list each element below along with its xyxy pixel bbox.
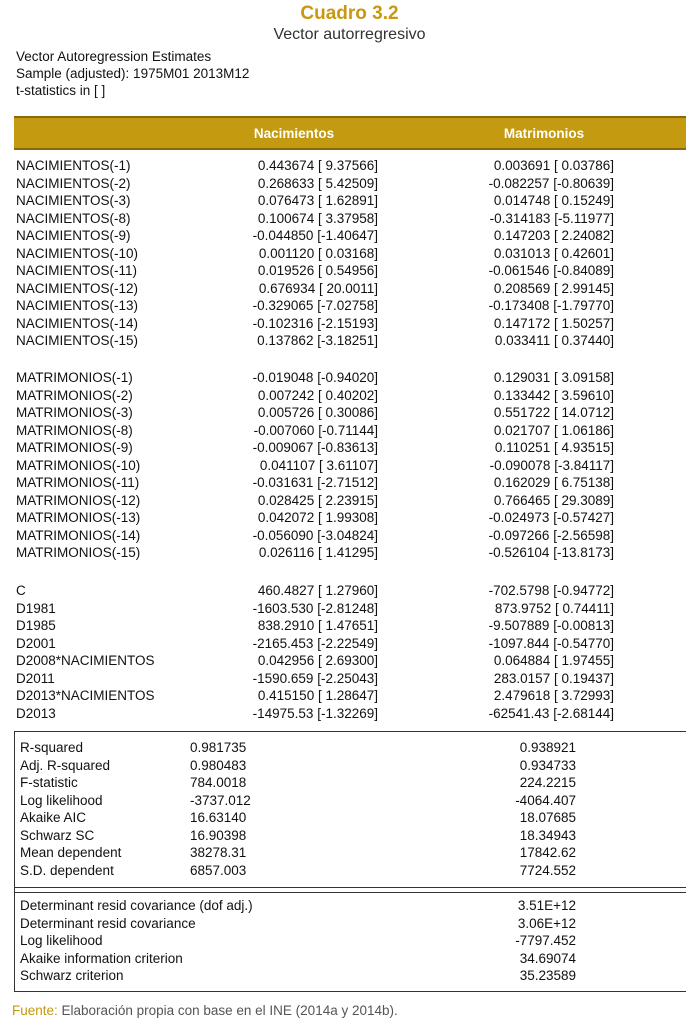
row-label: D2001 [16,635,56,651]
matrimonios-value: 0.064884 [ 1.97455] [493,653,614,668]
row-label: NACIMIENTOS(-11) [16,263,138,278]
stat-row [20,844,686,862]
row-label: NACIMIENTOS(-3) [16,193,131,208]
nacimientos-value: 0.005726 [ 0.30086] [257,405,378,420]
meta-line-1: Vector Autoregression Estimates [16,49,212,64]
matrimonios-value: 0.003691 [ 0.03786] [493,158,614,173]
system-stat-value: 3.06E+12 [517,915,576,931]
system-stat-label: Determinant resid covariance (dof adj.) [20,898,253,913]
nacimientos-value: 0.019526 [ 0.54956] [257,263,378,278]
nacimientos-value: -0.007060 [-0.71144] [253,422,378,438]
stat-label: R-squared [20,740,84,755]
stat-row [20,809,686,827]
table-row [16,509,686,527]
row-label: MATRIMONIOS(-13) [16,510,141,525]
system-stat-row [20,915,686,933]
matrimonios-stat-value: 7724.552 [519,862,576,878]
row-label: MATRIMONIOS(-2) [16,387,133,403]
table-row [16,262,686,280]
table-row [16,175,686,193]
table-row [16,387,686,405]
divider-top-system [14,887,686,888]
divider-top-stats [14,731,686,732]
stat-row [20,792,686,810]
matrimonios-value: 0.766465 [ 29.3089] [493,492,614,508]
row-label: MATRIMONIOS(-10) [16,457,141,473]
nacimientos-stat-value: 0.980483 [190,757,247,773]
table-row [16,439,686,457]
divider-mid-system [14,892,686,893]
table-row [16,635,686,653]
stat-row [20,739,686,757]
system-stat-row [20,950,686,968]
matrimonios-stat-value: 18.34943 [519,827,576,843]
matrimonios-value: 873.9752 [ 0.74411] [494,600,614,616]
nacimientos-value: 0.415150 [ 1.28647] [257,688,378,703]
system-stat-row [20,897,686,915]
nacimientos-value: -14975.53 [-1.32269] [252,705,378,721]
system-stat-label: Log likelihood [20,933,103,948]
table-subtitle: Vector autorregresivo [273,26,426,43]
matrimonios-stat-value: -4064.407 [515,792,576,808]
matrimonios-value: 0.021707 [ 1.06186] [493,422,614,438]
row-label: D2013*NACIMIENTOS [16,688,155,703]
nacimientos-value: -0.329065 [-7.02758] [252,298,378,313]
nacimientos-value: -1603.530 [-2.81248] [252,600,378,616]
nacimientos-value: -0.056090 [-3.04824] [252,527,378,543]
stat-label: Log likelihood [20,792,103,808]
matrimonios-value: 0.551722 [ 14.0712] [493,405,614,420]
row-label: NACIMIENTOS(-10) [16,245,139,261]
matrimonios-value: 2.479618 [ 3.72993] [493,688,614,703]
matrimonios-value: 0.147172 [ 1.50257] [493,315,614,331]
nacimientos-value: 0.041107 [ 3.61107] [259,457,378,473]
system-stat-label: Determinant resid covariance [20,915,196,931]
nacimientos-value: -2165.453 [-2.22549] [252,635,378,651]
matrimonios-stat-value: 18.07685 [519,810,576,825]
table-row [16,457,686,475]
table-row [16,332,686,350]
stat-label: S.D. dependent [20,862,114,878]
nacimientos-value: 0.028425 [ 2.23915] [257,492,378,508]
nacimientos-value: 0.268633 [ 5.42509] [257,175,378,191]
nacimientos-stat-value: 784.0018 [190,775,247,790]
nacimientos-value: 0.042956 [ 2.69300] [257,653,378,668]
table-row [16,687,686,705]
row-label: MATRIMONIOS(-9) [16,440,133,455]
source-text: Elaboración propia con base en el INE (2014a y 2014b). [57,1003,398,1018]
system-stat-label: Schwarz criterion [20,968,124,983]
stat-label: Mean dependent [20,845,122,860]
row-label: NACIMIENTOS(-8) [16,210,131,226]
matrimonios-value: -0.082257 [-0.80639] [488,175,614,191]
column-header-nacimientos: Nacimientos [253,126,335,141]
matrimonios-value: 0.208569 [ 2.99145] [493,280,614,296]
matrimonios-value: 0.110251 [ 4.93515] [494,440,614,455]
matrimonios-value: -0.526104 [-13.8173] [488,545,614,560]
matrimonios-value: 0.033411 [ 0.37440] [494,333,614,348]
row-label: D1981 [16,600,56,616]
system-stat-row [20,932,686,950]
matrimonios-value: 283.0157 [ 0.19437] [493,670,614,686]
row-label: MATRIMONIOS(-12) [16,492,141,508]
matrimonios-value: 0.129031 [ 3.09158] [493,370,614,385]
row-label: MATRIMONIOS(-3) [16,405,133,420]
row-label: MATRIMONIOS(-15) [16,545,141,560]
nacimientos-value: -0.031631 [-2.71512] [252,475,378,490]
row-label: NACIMIENTOS(-12) [16,280,139,296]
row-label: NACIMIENTOS(-9) [16,228,131,243]
stat-row [20,757,686,775]
meta-line-3: t-statistics in [ ] [16,83,106,98]
nacimientos-value: 0.676934 [ 20.0011] [258,280,378,296]
stat-label: Akaike AIC [20,810,87,825]
matrimonios-value: 0.014748 [ 0.15249] [493,193,614,208]
divider-bottom [14,991,686,992]
matrimonios-value: -0.024973 [-0.57427] [488,510,614,525]
row-label: NACIMIENTOS(-1) [16,158,131,173]
row-label: D1985 [16,618,56,633]
table-row [16,705,686,723]
system-stat-value: 34.69074 [519,950,576,966]
matrimonios-value: -1097.844 [-0.54770] [488,635,614,651]
nacimientos-stat-value: 16.63140 [190,810,247,825]
matrimonios-value: -0.314183 [-5.11977] [489,210,614,226]
matrimonios-stat-value: 0.938921 [519,740,576,755]
nacimientos-value: 0.100674 [ 3.37958] [257,210,378,226]
matrimonios-stat-value: 224.2215 [519,775,576,790]
table-row [16,600,686,618]
matrimonios-value: 0.133442 [ 3.59610] [493,387,614,403]
stat-label: Adj. R-squared [20,757,111,773]
source-note [12,1003,398,1018]
table-row [16,227,686,245]
table-row [16,474,686,492]
matrimonios-value: -0.061546 [-0.84089] [488,263,614,278]
nacimientos-value: 460.4827 [ 1.27960] [257,583,378,598]
table-title: Cuadro 3.2 [300,3,399,24]
row-label: NACIMIENTOS(-14) [16,315,139,331]
nacimientos-value: 0.443674 [ 9.37566] [257,158,378,173]
matrimonios-value: -62541.43 [-2.68144] [488,705,614,721]
system-stat-value: -7797.452 [515,933,576,948]
column-header-matrimonios: Matrimonios [503,126,585,141]
divider-left-system [14,887,15,991]
stat-label: Schwarz SC [20,827,95,843]
table-row [16,210,686,228]
row-label: MATRIMONIOS(-1) [16,370,133,385]
nacimientos-value: -0.102316 [-2.15193] [252,315,378,331]
matrimonios-value: -0.097266 [-2.56598] [488,527,614,543]
nacimientos-value: -0.009067 [-0.83613] [252,440,378,455]
table-row [16,422,686,440]
meta-line-2: Sample (adjusted): 1975M01 2013M12 [16,66,250,81]
row-label: D2013 [16,705,56,721]
nacimientos-stat-value: 0.981735 [190,740,247,755]
stat-label: F-statistic [20,775,78,790]
row-label: D2008*NACIMIENTOS [16,653,155,668]
nacimientos-stat-value: -3737.012 [190,792,251,808]
matrimonios-stat-value: 0.934733 [519,757,576,773]
nacimientos-value: 0.076473 [ 1.62891] [257,193,378,208]
row-label: NACIMIENTOS(-15) [16,333,139,348]
nacimientos-stat-value: 38278.31 [190,845,247,860]
matrimonios-value: -0.090078 [-3.84117] [489,457,614,473]
table-row [16,492,686,510]
row-label: MATRIMONIOS(-8) [16,422,133,438]
table-row [16,670,686,688]
table-row [16,404,686,422]
stat-row [20,774,686,792]
row-label: C [16,583,26,598]
system-stat-label: Akaike information criterion [20,950,183,966]
matrimonios-value: 0.031013 [ 0.42601] [493,245,614,261]
table-row [16,315,686,333]
matrimonios-value: -9.507889 [-0.00813] [488,618,614,633]
table-row [16,280,686,298]
table-row [16,297,686,315]
nacimientos-stat-value: 6857.003 [190,862,247,878]
table-row [16,527,686,545]
table-row [16,652,686,670]
system-stat-value: 35.23589 [519,968,576,983]
nacimientos-value: 838.2910 [ 1.47651] [257,618,378,633]
nacimientos-value: -0.044850 [-1.40647] [252,228,378,243]
nacimientos-stat-value: 16.90398 [190,827,247,843]
table-row [16,369,686,387]
matrimonios-value: -702.5798 [-0.94772] [488,583,614,598]
row-label: NACIMIENTOS(-13) [16,298,139,313]
nacimientos-value: 0.137862 [-3.18251] [257,333,378,348]
row-label: D2011 [16,670,55,686]
nacimientos-value: 0.007242 [ 0.40202] [257,387,378,403]
table-row [16,157,686,175]
table-row [16,245,686,263]
row-label: MATRIMONIOS(-14) [16,527,141,543]
matrimonios-value: 0.147203 [ 2.24082] [493,228,614,243]
matrimonios-value: -0.173408 [-1.79770] [488,298,614,313]
table-row [16,192,686,210]
system-stat-value: 3.51E+12 [517,898,576,913]
divider-left-stats [14,731,15,887]
nacimientos-value: -0.019048 [-0.94020] [252,370,378,385]
nacimientos-value: 0.026116 [ 1.41295] [258,545,378,560]
matrimonios-value: 0.162029 [ 6.75138] [493,475,614,490]
nacimientos-value: -1590.659 [-2.25043] [252,670,378,686]
column-header-bar [14,116,686,150]
nacimientos-value: 0.001120 [ 0.03168] [258,245,378,261]
matrimonios-stat-value: 17842.62 [519,845,576,860]
table-row [16,617,686,635]
row-label: NACIMIENTOS(-2) [16,175,131,191]
stat-row [20,862,686,880]
stat-row [20,827,686,845]
row-label: MATRIMONIOS(-11) [16,475,140,490]
nacimientos-value: 0.042072 [ 1.99308] [257,510,378,525]
table-row [16,544,686,562]
source-label: Fuente: [12,1003,58,1018]
system-stat-row [20,967,686,985]
table-row [16,582,686,600]
